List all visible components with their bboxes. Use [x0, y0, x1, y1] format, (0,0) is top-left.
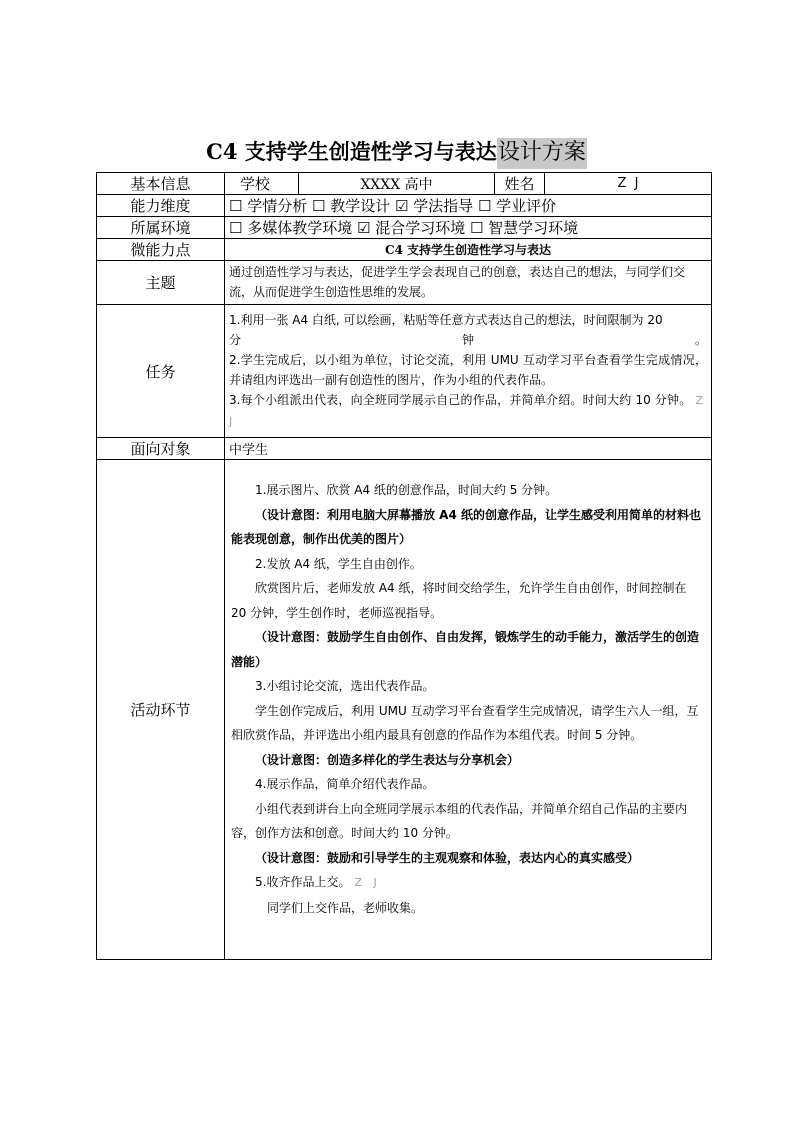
activity-intent-4: （设计意图：鼓励和引导学生的主观观察和体验，表达内心的真实感受） — [255, 850, 640, 865]
activity-content — [225, 460, 712, 960]
task-line-3 — [229, 390, 707, 432]
activity-desc-4: 小组代表到讲台上向全班同学展示本组的代表作品，并简单介绍自己作品的主要内容，创作方法和创意。时间大约 10 分钟。 — [231, 801, 688, 840]
activity-step-1: 1.展示图片、欣赏 A4 纸的创意作品，时间大约 5 分钟。 — [255, 483, 558, 497]
document-title — [0, 135, 793, 166]
activity-intent-2: （设计意图：鼓励学生自由创作、自由发挥，锻炼学生的动手能力，激活学生的创造潜能） — [231, 630, 700, 669]
title-highlight: 设计方案 — [497, 138, 587, 169]
theme-label: 主题 — [97, 261, 225, 305]
school-label: 学校 — [225, 173, 299, 195]
activity-watermark: Z J — [354, 876, 381, 889]
activity-desc-3: 学生创作完成后，利用 UMU 互动学习平台查看学生完成情况，请学生六人一组，互相欣赏作品，并评选出小组内最具有创意的作品作为本组代表。时间 5 分钟。 — [231, 703, 699, 742]
row-task — [97, 305, 712, 438]
task-label: 任务 — [97, 305, 225, 438]
environment-label: 所属环境 — [97, 217, 225, 239]
activity-intent-3: （设计意图：创造多样化的学生表达与分享机会） — [255, 752, 520, 767]
task-line-1: 1.利用一张 A4 白纸, 可以绘画，粘贴等任意方式表达自己的想法，时间限制为 20 — [229, 313, 663, 327]
task-line-3-text: 3.每个小组派出代表，向全班同学展示自己的作品，并简单介绍。时间大约 10 分钟。 — [229, 393, 692, 407]
school-value: XXXX 高中 — [299, 173, 495, 195]
row-basic-info — [97, 173, 712, 195]
micro-value: C4 支持学生创造性学习与表达 — [225, 239, 712, 261]
task-line-1b: 分 钟 。 — [229, 333, 707, 347]
row-theme — [97, 261, 712, 305]
task-content — [225, 305, 712, 438]
basic-info-label: 基本信息 — [97, 173, 225, 195]
audience-value: 中学生 — [225, 438, 712, 460]
task-line-2: 2.学生完成后，以小组为单位，讨论交流，利用 UMU 互动学习平台查看学生完成情况，并请组内评选出一副有创造性的图片，作为小组的代表作品。 — [229, 353, 707, 387]
activity-label: 活动环节 — [97, 460, 225, 960]
activity-step-5 — [231, 870, 705, 896]
title-main: C4 支持学生创造性学习与表达 — [206, 139, 497, 164]
ability-options: ☐ 学情分析 ☐ 教学设计 ☑ 学法指导 ☐ 学业评价 — [225, 195, 712, 217]
activity-step-5-text: 5.收齐作品上交。 — [255, 875, 351, 889]
row-audience — [97, 438, 712, 460]
ability-label: 能力维度 — [97, 195, 225, 217]
row-environment — [97, 217, 712, 239]
activity-intent-1: （设计意图：利用电脑大屏幕播放 A4 纸的创意作品，让学生感受利用简单的材料也能表现创意，制作出优美的图片） — [231, 507, 701, 546]
micro-label: 微能力点 — [97, 239, 225, 261]
design-table — [96, 172, 712, 960]
audience-label: 面向对象 — [97, 438, 225, 460]
task-watermark: Z J — [229, 394, 707, 428]
activity-step-3: 3.小组讨论交流，选出代表作品。 — [255, 679, 435, 693]
name-label: 姓名 — [495, 173, 545, 195]
activity-desc-5: 同学们上交作品，老师收集。 — [267, 900, 424, 915]
row-ability — [97, 195, 712, 217]
activity-step-2: 2.发放 A4 纸，学生自由创作。 — [255, 556, 422, 571]
row-activity — [97, 460, 712, 960]
theme-text: 通过创造性学习与表达，促进学生学会表现自己的创意，表达自己的想法，与同学们交流，从而促进学生创造性思维的发展。 — [225, 261, 712, 305]
row-micro — [97, 239, 712, 261]
environment-options: ☐ 多媒体教学环境 ☑ 混合学习环境 ☐ 智慧学习环境 — [225, 217, 712, 239]
activity-step-4: 4.展示作品，简单介绍代表作品。 — [255, 777, 435, 791]
name-value: Z J — [545, 173, 712, 195]
activity-desc-2: 欣赏图片后，老师发放 A4 纸，将时间交给学生，允许学生自由创作，时间控制在 20 分钟，学生创作时，老师巡视指导。 — [231, 581, 687, 620]
